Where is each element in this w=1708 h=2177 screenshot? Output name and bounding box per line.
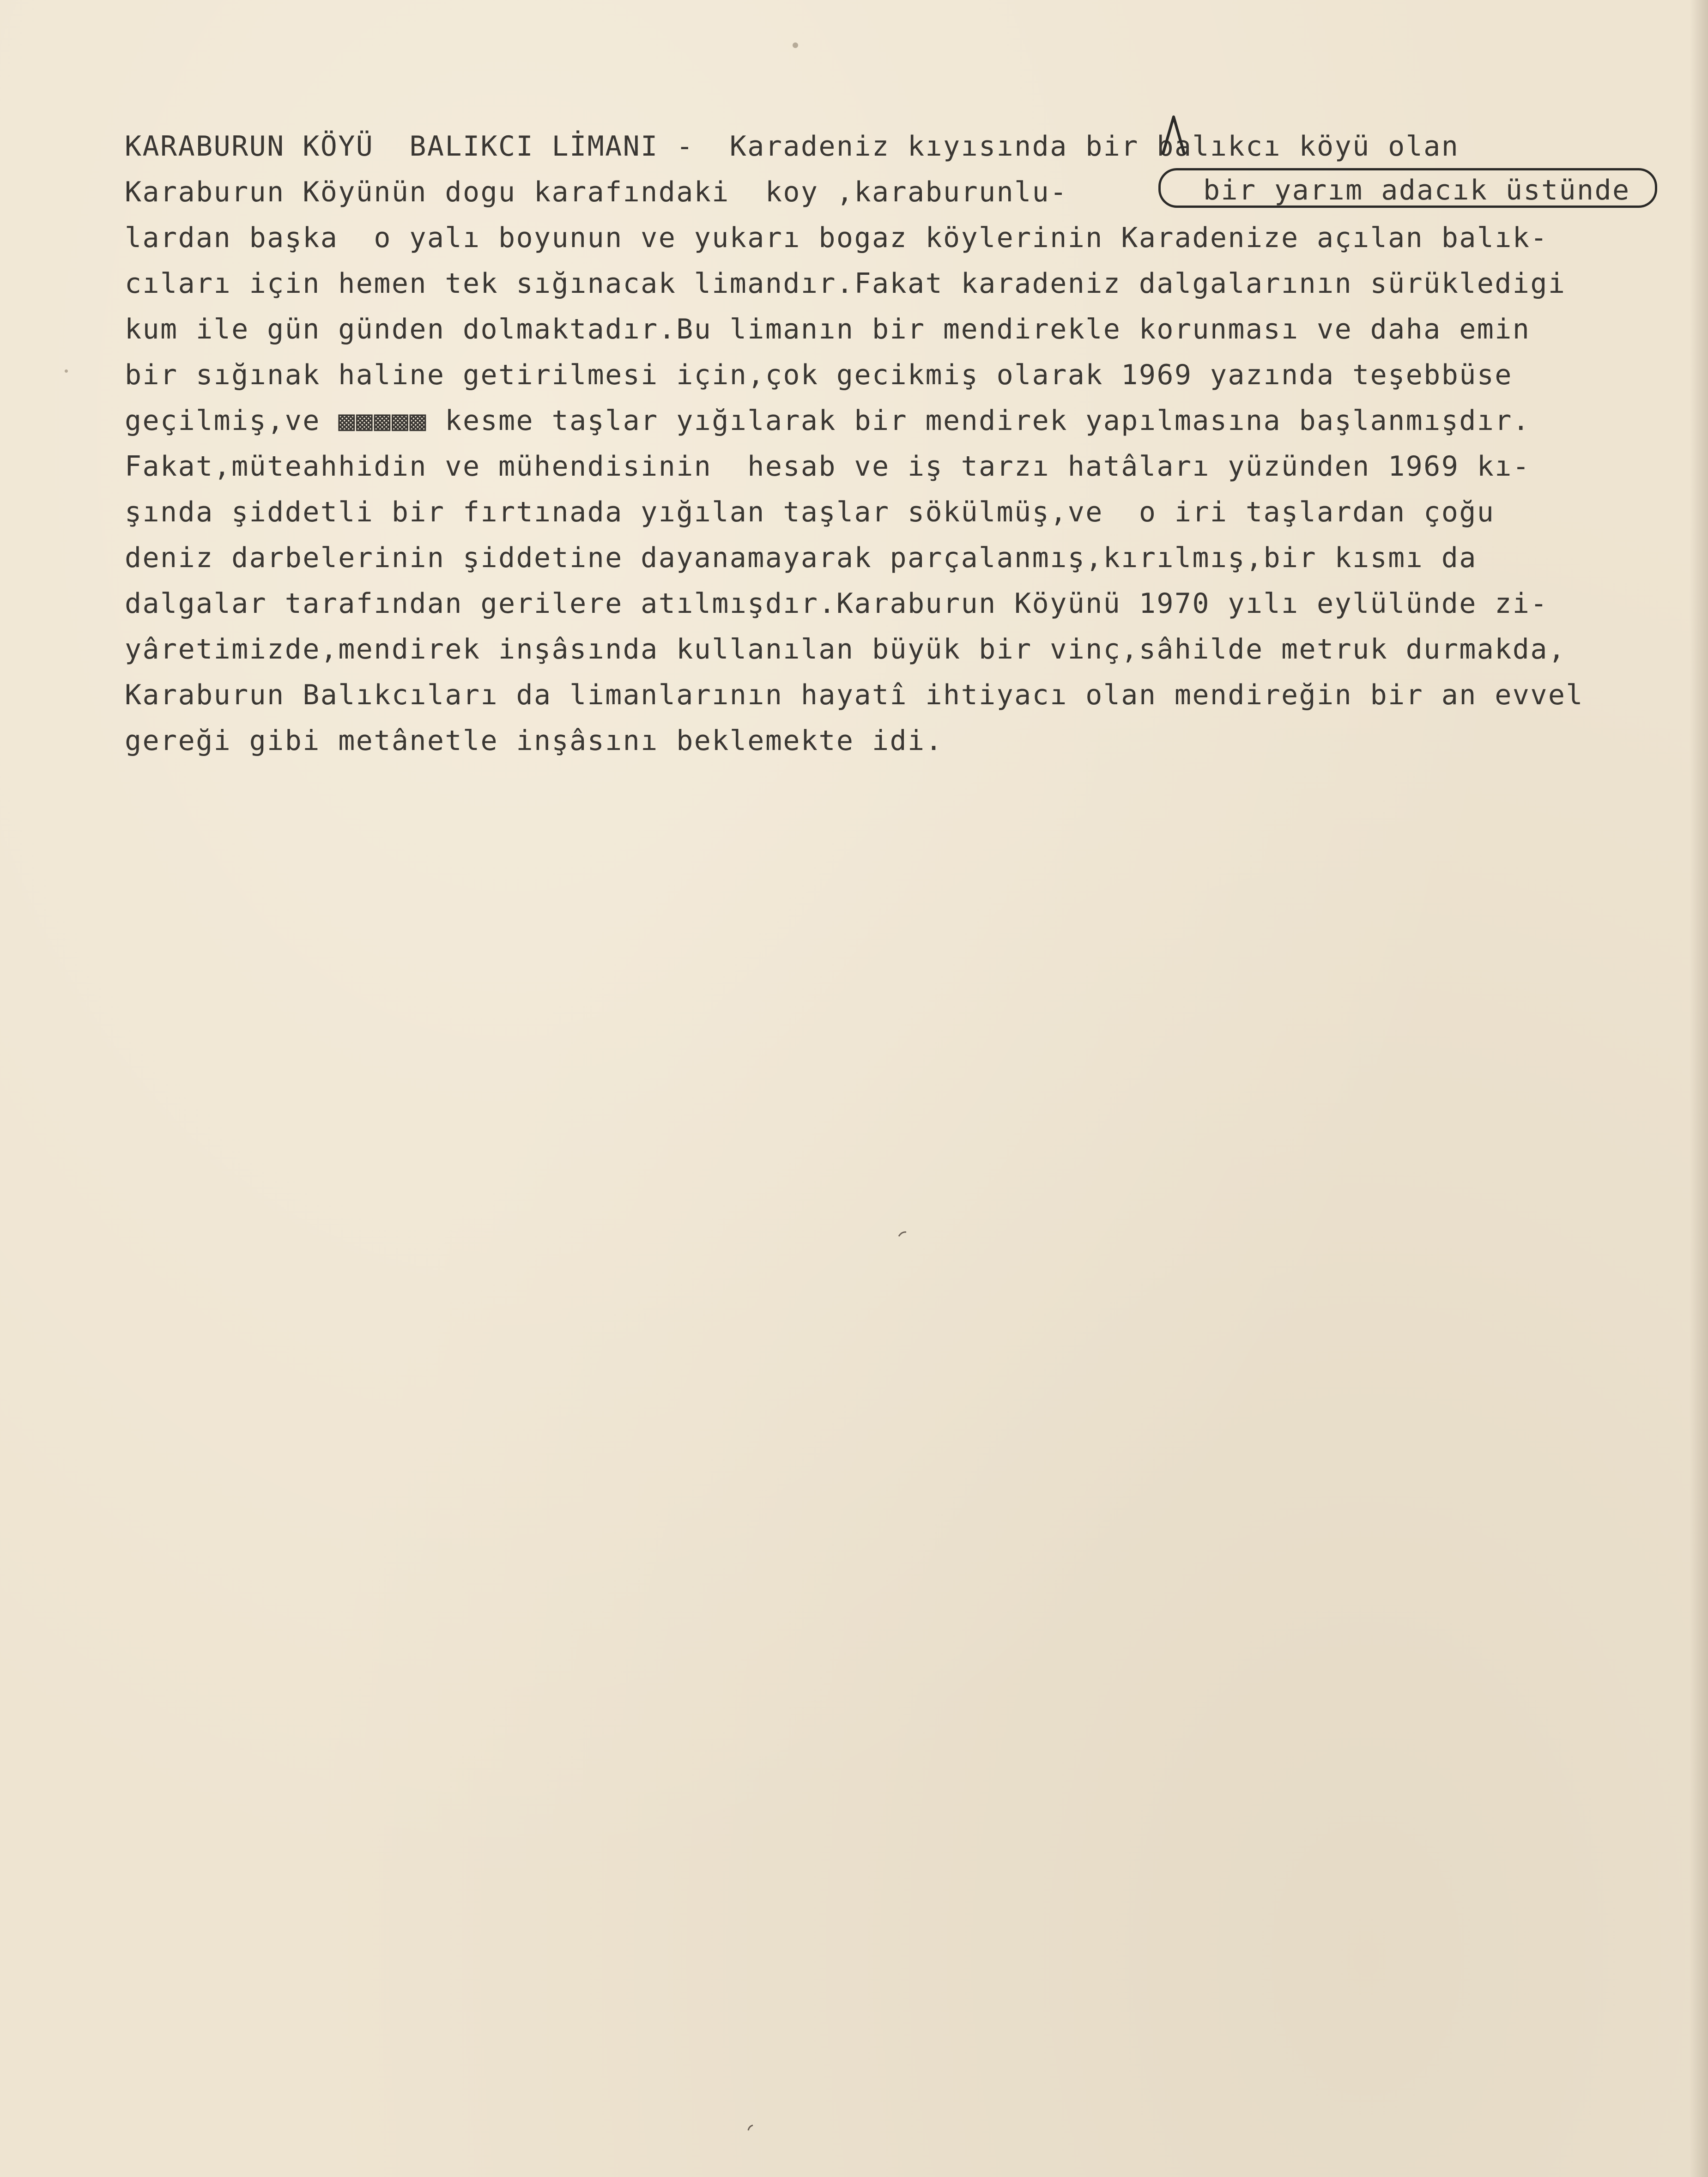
text-line-11: dalgalar tarafından gerilere atılmışdır.Karaburun Köyünü 1970 yılı eylülünde zi- [125, 587, 1548, 620]
text-line-13: Karaburun Balıkcıları da limanlarının hayatî ihtiyacı olan mendireğin bir an evvel [125, 679, 1584, 711]
text-line-9: şında şiddetli bir fırtınada yığılan taşlar sökülmüş,ve o iri taşlardan çoğu [125, 496, 1495, 528]
typed-paragraph [125, 124, 1663, 764]
text-line-8: Fakat,müteahhidin ve mühendisinin hesab ve iş tarzı hatâları yüzünden 1969 kı- [125, 450, 1531, 483]
text-line-4: cıları için hemen tek sığınacak limandır.Fakat karadeniz dalgalarının sürükledigi [125, 267, 1566, 300]
text-line-2: Karaburun Köyünün dogu karafındaki koy ,karaburunlu- [125, 176, 1068, 208]
text-line-12: yâretimizde,mendirek inşâsında kullanılan büyük bir vinç,sâhilde metruk durmakda, [125, 633, 1566, 665]
text-line-3: lardan başka o yalı boyunun ve yukarı bogaz köylerinin Karadenize açılan balık- [125, 222, 1548, 254]
text-line-7: geçilmiş,ve ▩▩▩▩▩ kesme taşlar yığılarak bir mendirek yapılmasına başlanmışdır. [125, 405, 1531, 437]
paper-speck [65, 369, 68, 373]
pencil-tick-mark [898, 1231, 907, 1237]
text-line-6: bir sığınak haline getirilmesi için,çok gecikmiş olarak 1969 yazında teşebbüse [125, 359, 1513, 391]
text-line-14: gereği gibi metânetle inşâsını beklemekte idi. [125, 725, 944, 757]
pencil-tick-mark [746, 2124, 756, 2131]
page-edge-shadow [1690, 0, 1708, 2177]
insertion-caret-icon [1157, 113, 1190, 155]
handwritten-insertion-box: bir yarım adacık üstünde [1158, 168, 1657, 208]
text-line-1: KARABURUN KÖYÜ BALIKCI LİMANI - Karadeniz kıyısında bir balıkcı köyü olan [125, 130, 1460, 163]
text-line-10: deniz darbelerinin şiddetine dayanamayarak parçalanmış,kırılmış,bir kısmı da [125, 542, 1477, 574]
paper-speck [793, 42, 798, 48]
text-line-5: kum ile gün günden dolmaktadır.Bu limanın bir mendirekle korunması ve daha emin [125, 313, 1531, 345]
